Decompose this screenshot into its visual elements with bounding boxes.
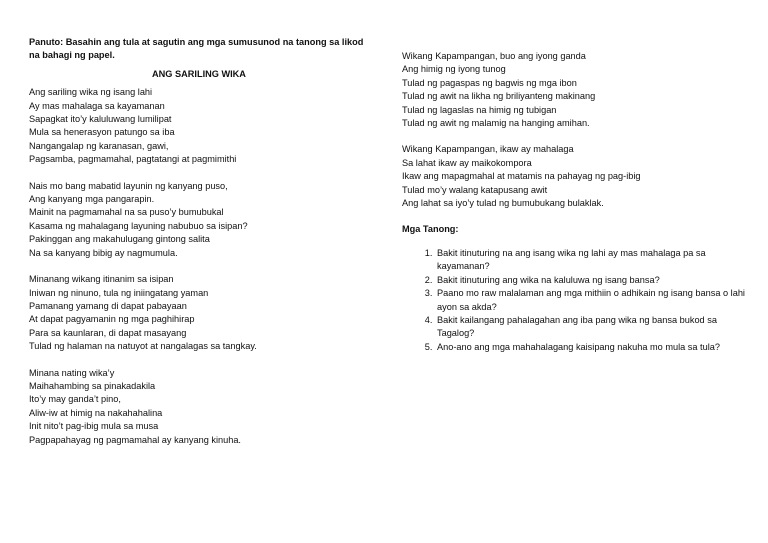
poem-line: Ito’y may ganda’t pino, xyxy=(29,394,121,405)
question-item: 2. Bakit itinuturing ang wika na kaluluwa ng isang bansa? xyxy=(435,274,747,287)
poem-line: Wikang Kapampangan, buo ang iyong ganda xyxy=(402,51,586,61)
poem-line: Kasama ng mahalagang layuning nabubuo sa isipan? xyxy=(29,220,248,231)
poem-stanza xyxy=(29,86,369,166)
poem-line: Ang sariling wika ng isang lahi xyxy=(29,87,153,98)
poem-line: Wikang Kapampangan, ikaw ay mahalaga xyxy=(402,144,574,155)
left-column xyxy=(29,36,369,460)
question-item: 5. Ano-ano ang mga mahahalagang kaisipang nakuha mo mula sa tula? xyxy=(435,341,747,354)
poem-line: Ikaw ang mapagmahal at matamis na pahayag ng pag-ibig xyxy=(402,171,641,182)
instruction-text: Panuto: Basahin ang tula at sagutin ang mga sumusunod na tanong sa likod na bahagi ng papel. xyxy=(29,37,364,61)
questions-list xyxy=(402,247,747,354)
poem-stanza xyxy=(402,50,747,130)
poem-line: Pakinggan ang makahulugang gintong salita xyxy=(29,234,210,245)
poem-stanza xyxy=(29,367,369,447)
right-column xyxy=(402,50,747,354)
questions-heading: Mga Tanong: xyxy=(402,224,459,235)
poem-line: Iniwan ng ninuno, tula ng iniingatang yaman xyxy=(29,287,209,298)
poem-line: Pagpapahayag ng pagmamahal ay kanyang kinuha. xyxy=(29,434,241,445)
poem-stanzas-right xyxy=(402,50,747,210)
poem-line: Tulad ng halaman na natuyot at nangalagas sa tangkay. xyxy=(29,341,257,352)
poem-stanza xyxy=(29,180,369,260)
poem-line: Ang himig ng iyong tunog xyxy=(402,64,506,75)
poem-line: Mainit na pagmamahal na sa puso’y bumubukal xyxy=(29,207,224,218)
poem-stanza xyxy=(402,143,747,210)
poem-line: Mula sa henerasyon patungo sa iba xyxy=(29,127,175,138)
poem-line: Ang lahat sa iyo’y tulad ng bumubukang bulaklak. xyxy=(402,198,604,209)
poem-line: Tulad ng pagaspas ng bagwis ng mga ibon xyxy=(402,77,577,88)
poem-line: Tulad ng awit na likha ng briliyanteng makinang xyxy=(402,91,596,102)
poem-line: Pamanang yamang di dapat pabayaan xyxy=(29,300,187,311)
poem-line: Ang kanyang mga pangarapin. xyxy=(29,194,155,205)
poem-line: Minanang wikang itinanim sa isipan xyxy=(29,274,174,285)
question-item: 3. Paano mo raw malalaman ang mga mithiin o adhikain ng isang bansa o lahi ayon sa akda? xyxy=(435,287,747,314)
poem-line: Sapagkat ito’y kaluluwang lumilipat xyxy=(29,114,172,125)
question-item: 1. Bakit itinuturing na ang isang wika ng lahi ay mas mahalaga pa sa kayamanan? xyxy=(435,247,747,274)
poem-line: Aliw-iw at himig na nakahahalina xyxy=(29,407,163,418)
poem-line: Na sa kanyang bibig ay nagmumula. xyxy=(29,247,178,258)
poem-line: Tulad ng lagaslas na himig ng tubigan xyxy=(402,104,557,115)
poem-stanza xyxy=(29,273,369,353)
poem-title: ANG SARILING WIKA xyxy=(152,68,246,79)
question-item: 4. Bakit kailangang pahalagahan ang iba pang wika ng bansa bukod sa Tagalog? xyxy=(435,314,747,341)
poem-line: Ay mas mahalaga sa kayamanan xyxy=(29,100,165,111)
poem-line: Tulad ng awit ng malamig na hanging amihan. xyxy=(402,118,590,129)
poem-line: At dapat pagyamanin ng mga paghihirap xyxy=(29,314,195,325)
poem-line: Nais mo bang mabatid layunin ng kanyang puso, xyxy=(29,180,228,191)
poem-line: Para sa kaunlaran, di dapat masayang xyxy=(29,327,187,338)
poem-stanzas-left xyxy=(29,86,369,447)
poem-line: Tulad mo’y walang katapusang awit xyxy=(402,184,548,195)
poem-line: Nangangalap ng karanasan, gawi, xyxy=(29,140,169,151)
poem-line: Maihahambing sa pinakadakila xyxy=(29,380,156,391)
poem-line: Sa lahat ikaw ay maikokompora xyxy=(402,157,532,168)
poem-line: Pagsamba, pagmamahal, pagtatangi at pagmimithi xyxy=(29,154,237,165)
poem-line: Init nito’t pag-ibig mula sa musa xyxy=(29,421,159,432)
poem-line: Minana nating wika’y xyxy=(29,367,115,378)
